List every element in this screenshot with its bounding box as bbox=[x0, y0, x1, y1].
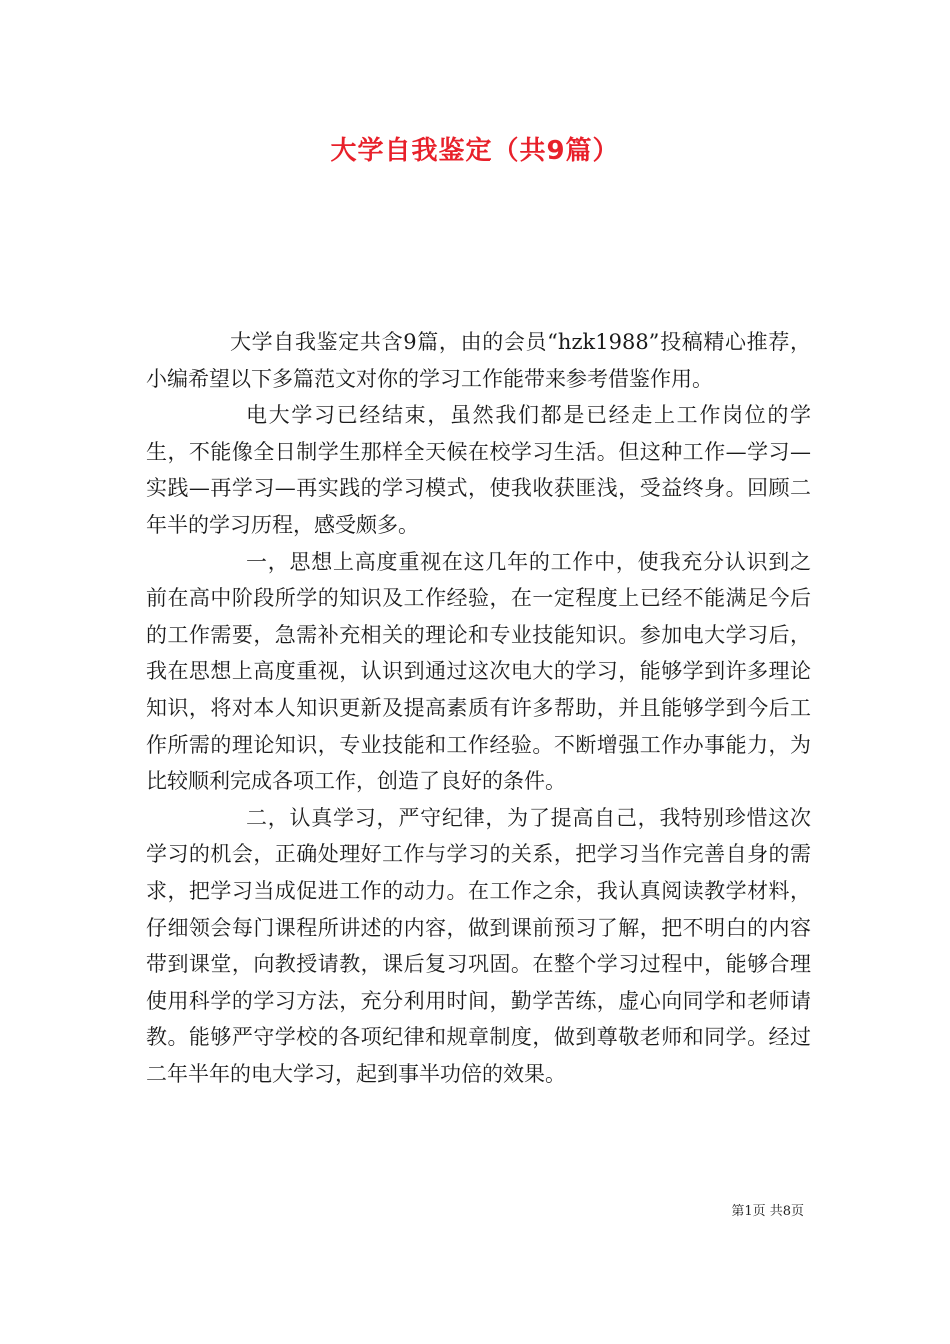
page-title: 大学自我鉴定（共9篇） bbox=[330, 136, 620, 166]
page-number: 第1页 共8页 bbox=[731, 1204, 804, 1219]
paragraph-1: 电大学习已经结束，虽然我们都是已经走上工作岗位的学生，不能像全日制学生那样全天候在校学习生活。但这种工作—学习—实践—再学习—再实践的学习模式，使我收获匪浅，受益终身。回顾二年半的学习历程，感受颇多。 bbox=[146, 403, 811, 537]
paragraph-3: 二，认真学习，严守纪律，为了提高自己，我特别珍惜这次学习的机会，正确处理好工作与学习的关系，把学习当作完善自身的需求，把学习当成促进工作的动力。在工作之余，我认真阅读教学材料，仔细领会每门课程所讲述的内容，做到课前预习了解，把不明白的内容带到课堂，向教授请教，课后复习巩固。在整个学习过程中，能够合理使用科学的学习方法，充分利用时间，勤学苦练，虚心向同学和老师请教。能够严守学校的各项纪律和规章制度，做到尊敬老师和同学。经过二年半年的电大学习，起到事半功倍的效果。 bbox=[146, 805, 811, 1086]
paragraph-2: 一，思想上高度重视在这几年的工作中，使我充分认识到之前在高中阶段所学的知识及工作经验，在一定程度上已经不能满足今后的工作需要，急需补充相关的理论和专业技能知识。参加电大学习后，我在思想上高度重视，认识到通过这次电大的学习，能够学到许多理论知识，将对本人知识更新及提高素质有许多帮助，并且能够学到今后工作所需的理论知识，专业技能和工作经验。不断增强工作办事能力，为比较顺利完成各项工作，创造了良好的条件。 bbox=[146, 549, 811, 794]
paragraph-intro: 大学自我鉴定共含9篇，由的会员“hzk1988”投稿精心推荐，小编希望以下多篇范文对你的学习工作能带来参考借鉴作用。 bbox=[146, 330, 811, 391]
document-body bbox=[146, 324, 811, 1092]
